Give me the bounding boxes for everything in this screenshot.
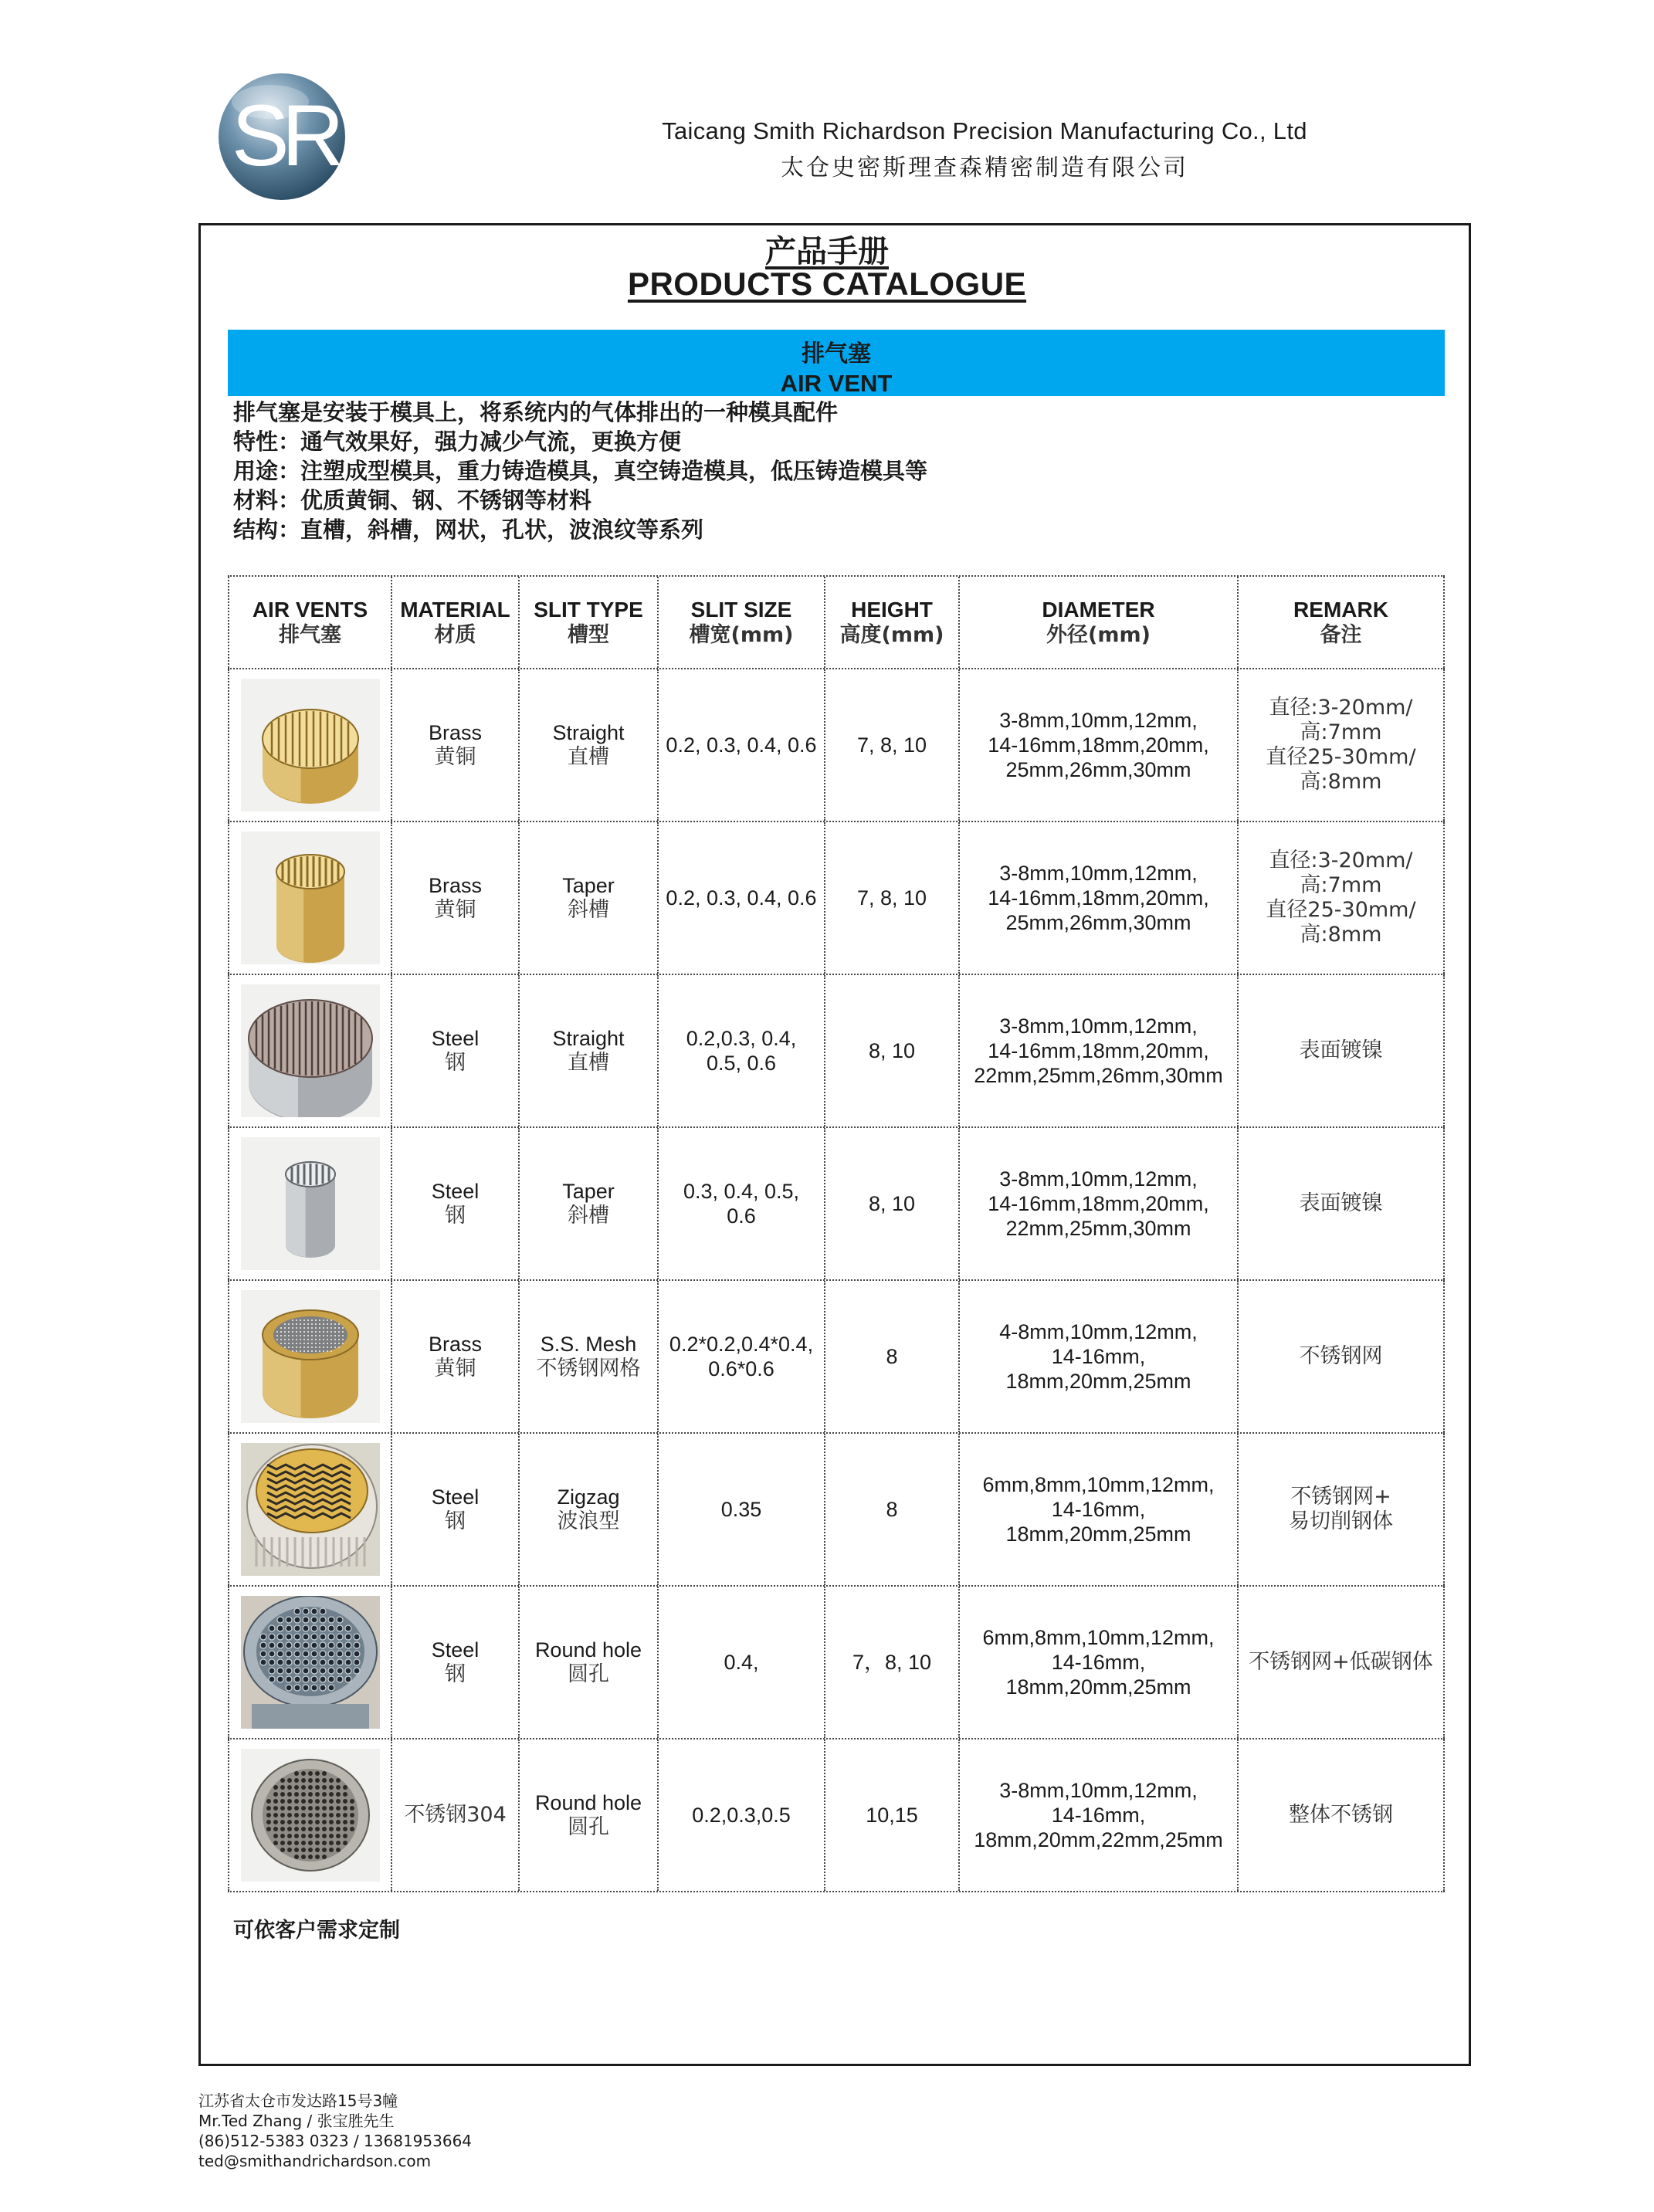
cell-diameter <box>958 1739 1237 1891</box>
cell-height <box>824 1434 958 1585</box>
height-value: 7, 8, 10 <box>856 733 927 757</box>
intro-line: 特性：通气效果好，强力减少气流，更换方便 <box>233 429 682 455</box>
header-en: SLIT TYPE <box>534 598 643 622</box>
table-row <box>228 1739 1445 1892</box>
slit-type-en: Round hole <box>534 1791 642 1814</box>
cell-image <box>228 975 391 1126</box>
steel-straight-slit-vent-image <box>241 984 380 1117</box>
table-row <box>228 1128 1445 1281</box>
height-value: 8 <box>886 1345 898 1368</box>
brass-straight-slit-vent-image <box>241 679 380 811</box>
diameter-line: 3-8mm,10mm,12mm, <box>999 1779 1198 1802</box>
header-en: MATERIAL <box>400 598 510 622</box>
header-en: AIR VENTS <box>252 598 368 622</box>
diameter-line: 14-16mm, <box>1051 1651 1146 1674</box>
diameter-line: 25mm,26mm,30mm <box>1005 758 1191 781</box>
cell-height <box>824 822 958 974</box>
intro-line: 排气塞是安装于模具上，将系统内的气体排出的一种模具配件 <box>233 399 839 425</box>
header-height <box>824 577 958 668</box>
remark-line: 高:8mm <box>1300 923 1382 947</box>
header-cn: 材质 <box>434 623 476 647</box>
remark-line: 高:7mm <box>1300 873 1382 897</box>
slit-type-en: Round hole <box>534 1638 642 1662</box>
remark-line: 表面镀镍 <box>1299 1191 1383 1215</box>
header-slit-type <box>518 577 657 668</box>
cell-slit-size <box>657 1434 824 1585</box>
cell-image <box>228 1128 391 1279</box>
diameter-line: 14-16mm, <box>1051 1345 1146 1368</box>
cell-height <box>824 669 958 821</box>
table-row <box>228 669 1445 822</box>
slit-type-en: Straight <box>552 721 625 744</box>
diameter-line: 14-16mm,18mm,20mm, <box>988 1039 1209 1062</box>
logo-text: SR <box>232 87 337 184</box>
diameter-line: 3-8mm,10mm,12mm, <box>999 1167 1198 1191</box>
intro-line: 结构：直槽，斜槽，网状，孔状，波浪纹等系列 <box>233 517 704 543</box>
diameter-line: 14-16mm,18mm,20mm, <box>988 1192 1209 1215</box>
remark-line: 表面镀镍 <box>1299 1038 1383 1062</box>
cell-diameter <box>958 822 1237 974</box>
material-cn: 钢 <box>445 1051 466 1075</box>
cell-slit-type <box>518 1281 657 1432</box>
cell-diameter <box>958 1434 1237 1585</box>
diameter-line: 6mm,8mm,10mm,12mm, <box>982 1626 1215 1649</box>
diameter-line: 18mm,20mm,25mm <box>1005 1523 1191 1546</box>
material-en: Steel <box>431 1638 480 1662</box>
cell-material <box>391 975 518 1126</box>
diameter-line: 22mm,25mm,26mm,30mm <box>974 1064 1223 1087</box>
brass-taper-slit-vent-image <box>241 832 380 964</box>
header-cn: 排气塞 <box>279 623 341 647</box>
steel-taper-slit-vent-image <box>241 1137 380 1270</box>
cell-slit-size <box>657 669 824 821</box>
cell-remark <box>1237 1739 1445 1891</box>
cell-height <box>824 1281 958 1432</box>
header-cn: 备注 <box>1320 623 1362 647</box>
height-value: 7，8, 10 <box>852 1651 932 1674</box>
cell-slit-type <box>518 1434 657 1585</box>
cell-remark <box>1237 975 1445 1126</box>
header-en: HEIGHT <box>851 598 933 622</box>
slit_size-line: 0.4, <box>724 1651 759 1674</box>
material-en: Brass <box>428 721 483 744</box>
table-header-row <box>228 575 1445 669</box>
remark-line: 直径:3-20mm/ <box>1269 696 1413 720</box>
remark-line: 不锈钢网+ <box>1290 1485 1391 1509</box>
diameter-line: 25mm,26mm,30mm <box>1005 911 1191 934</box>
diameter-line: 18mm,20mm,22mm,25mm <box>974 1828 1223 1851</box>
cell-height <box>824 1587 958 1738</box>
header-material <box>391 577 518 668</box>
cell-image <box>228 822 391 974</box>
slit-type-cn: 波浪型 <box>557 1509 620 1533</box>
cell-diameter <box>958 975 1237 1126</box>
header-cn: 外径(mm) <box>1046 623 1151 647</box>
table-row <box>228 1587 1445 1739</box>
diameter-line: 6mm,8mm,10mm,12mm, <box>982 1473 1215 1496</box>
slit_size-line: 0.2,0.3, 0.4, <box>686 1027 797 1050</box>
cell-slit-size <box>657 1128 824 1279</box>
diameter-line: 22mm,25mm,30mm <box>1005 1217 1191 1240</box>
material-cn: 黄铜 <box>434 745 476 769</box>
cell-slit-size <box>657 1587 824 1738</box>
cell-image <box>228 669 391 821</box>
slit_size-line: 0.35 <box>720 1498 762 1521</box>
material-en: Brass <box>428 1333 483 1356</box>
slit-type-en: Zigzag <box>557 1485 620 1509</box>
cell-image <box>228 1739 391 1891</box>
header-slit-size <box>657 577 824 668</box>
cell-diameter <box>958 669 1237 821</box>
stainless-round-hole-vent-image <box>241 1749 380 1882</box>
cell-material <box>391 822 518 974</box>
cell-slit-type <box>518 975 657 1126</box>
slit-type-en: Straight <box>552 1027 625 1050</box>
slit-type-cn: 直槽 <box>568 1051 609 1075</box>
section-title-en: AIR VENT <box>780 370 893 397</box>
diameter-line: 14-16mm, <box>1051 1804 1146 1827</box>
cell-height <box>824 975 958 1126</box>
diameter-line: 14-16mm,18mm,20mm, <box>988 886 1209 910</box>
diameter-line: 3-8mm,10mm,12mm, <box>999 709 1198 732</box>
company-name-en: Taicang Smith Richardson Precision Manufacturing Co., Ltd <box>662 117 1307 144</box>
material-cn: 不锈钢304 <box>404 1803 507 1827</box>
slit-type-cn: 斜槽 <box>568 1204 609 1228</box>
header-en: REMARK <box>1293 598 1388 622</box>
slit_size-line: 0.2, 0.3, 0.4, 0.6 <box>666 733 817 757</box>
cell-remark <box>1237 669 1445 821</box>
slit-type-en: S.S. Mesh <box>540 1333 637 1356</box>
table-row <box>228 975 1445 1128</box>
header-cn: 槽宽(mm) <box>689 623 794 647</box>
table-row <box>228 1281 1445 1434</box>
height-value: 8, 10 <box>868 1039 916 1062</box>
cell-slit-size <box>657 975 824 1126</box>
remark-line: 高:8mm <box>1300 770 1382 794</box>
header-en: SLIT SIZE <box>690 598 792 622</box>
slit-type-cn: 直槽 <box>568 745 609 769</box>
slit_size-line: 0.6 <box>727 1204 756 1228</box>
cell-diameter <box>958 1587 1237 1738</box>
cell-diameter <box>958 1281 1237 1432</box>
remark-line: 高:7mm <box>1300 720 1382 744</box>
contact-block <box>198 2091 472 2171</box>
company-name <box>463 117 1506 182</box>
material-cn: 钢 <box>445 1509 466 1533</box>
slit_size-line: 0.6*0.6 <box>708 1357 774 1380</box>
cell-height <box>824 1128 958 1279</box>
brass-mesh-vent-image <box>241 1290 380 1423</box>
slit_size-line: 0.5, 0.6 <box>706 1052 777 1075</box>
remark-line: 不锈钢网 <box>1299 1344 1383 1368</box>
cell-slit-type <box>518 822 657 974</box>
cell-remark <box>1237 1281 1445 1432</box>
cell-diameter <box>958 1128 1237 1279</box>
diameter-line: 18mm,20mm,25mm <box>1005 1370 1191 1393</box>
material-cn: 钢 <box>445 1662 466 1686</box>
cell-remark <box>1237 822 1445 974</box>
cell-material <box>391 1434 518 1585</box>
slit-type-cn: 圆孔 <box>568 1662 609 1686</box>
remark-line: 整体不锈钢 <box>1289 1803 1393 1827</box>
slit_size-line: 0.3, 0.4, 0.5, <box>683 1180 800 1203</box>
contact-phone: (86)512-5383 0323 / 13681953664 <box>198 2132 473 2150</box>
steel-round-hole-vent-image <box>241 1596 380 1729</box>
header-en: DIAMETER <box>1042 598 1155 622</box>
material-en: Brass <box>428 874 483 897</box>
header-diameter <box>958 577 1237 668</box>
header-cn: 高度(mm) <box>839 623 944 647</box>
slit-type-en: Taper <box>562 1180 615 1203</box>
height-value: 10,15 <box>866 1804 918 1827</box>
intro-line: 材料：优质黄铜、钢、不锈钢等材料 <box>233 487 592 513</box>
header-air-vents <box>228 577 391 668</box>
slit-type-cn: 斜槽 <box>568 898 609 922</box>
height-value: 7, 8, 10 <box>856 886 927 910</box>
catalogue-title-cn-text: 产品手册 <box>765 234 889 269</box>
header-cn: 槽型 <box>568 623 609 647</box>
cell-material <box>391 669 518 821</box>
remark-line: 直径:3-20mm/ <box>1269 849 1413 872</box>
customization-note: 可依客户需求定制 <box>233 1919 400 1943</box>
contact-person: Mr.Ted Zhang / 张宝胜先生 <box>198 2112 395 2130</box>
cell-material <box>391 1587 518 1738</box>
remark-line: 直径25-30mm/ <box>1266 745 1416 769</box>
company-name-cn: 太仓史密斯理查森精密制造有限公司 <box>781 154 1188 181</box>
cell-slit-type <box>518 669 657 821</box>
diameter-line: 3-8mm,10mm,12mm, <box>999 862 1198 885</box>
height-value: 8, 10 <box>868 1192 916 1215</box>
cell-height <box>824 1739 958 1891</box>
diameter-line: 14-16mm,18mm,20mm, <box>988 733 1209 757</box>
remark-line: 易切削钢体 <box>1289 1509 1393 1533</box>
contact-address: 江苏省太仓市发达路15号3幢 <box>198 2092 398 2110</box>
table-body <box>228 669 1445 1892</box>
cell-material <box>391 1739 518 1891</box>
diameter-line: 3-8mm,10mm,12mm, <box>999 1015 1198 1038</box>
catalogue-title-cn <box>0 227 1654 271</box>
cell-image <box>228 1434 391 1585</box>
table-row <box>228 822 1445 975</box>
catalogue-title-en-text: PRODUCTS CATALOGUE <box>627 266 1027 302</box>
slit_size-line: 0.2*0.2,0.4*0.4, <box>669 1333 814 1356</box>
cell-slit-type <box>518 1587 657 1738</box>
material-en: Steel <box>431 1485 480 1509</box>
cell-remark <box>1237 1434 1445 1585</box>
material-cn: 黄铜 <box>434 1357 476 1380</box>
diameter-line: 14-16mm, <box>1051 1498 1146 1521</box>
slit_size-line: 0.2, 0.3, 0.4, 0.6 <box>666 886 817 910</box>
section-band <box>228 330 1445 396</box>
catalogue-title-en <box>0 266 1654 303</box>
slit-type-en: Taper <box>562 874 615 897</box>
cell-slit-size <box>657 822 824 974</box>
cell-slit-type <box>518 1128 657 1279</box>
cell-material <box>391 1281 518 1432</box>
material-cn: 黄铜 <box>434 898 476 922</box>
cell-slit-size <box>657 1281 824 1432</box>
header-remark <box>1237 577 1445 668</box>
cell-slit-type <box>518 1739 657 1891</box>
height-value: 8 <box>886 1498 898 1521</box>
table-row <box>228 1434 1445 1587</box>
contact-email[interactable]: ted@smithandrichardson.com <box>198 2152 432 2170</box>
cell-remark <box>1237 1587 1445 1738</box>
cell-image <box>228 1281 391 1432</box>
section-title-cn: 排气塞 <box>802 340 871 368</box>
cell-image <box>228 1587 391 1738</box>
intro-text <box>233 398 1391 544</box>
material-en: Steel <box>431 1027 480 1050</box>
intro-line: 用途：注塑成型模具，重力铸造模具，真空铸造模具，低压铸造模具等 <box>233 458 928 484</box>
material-cn: 钢 <box>445 1204 466 1228</box>
cell-material <box>391 1128 518 1279</box>
diameter-line: 4-8mm,10mm,12mm, <box>999 1320 1198 1343</box>
remark-line: 直径25-30mm/ <box>1266 898 1416 922</box>
material-en: Steel <box>431 1180 480 1203</box>
slit-type-cn: 不锈钢网格 <box>536 1357 641 1380</box>
slit-type-cn: 圆孔 <box>568 1815 609 1839</box>
steel-zigzag-vent-image <box>241 1443 380 1576</box>
cell-remark <box>1237 1128 1445 1279</box>
diameter-line: 18mm,20mm,25mm <box>1005 1675 1191 1699</box>
cell-slit-size <box>657 1739 824 1891</box>
company-logo <box>216 71 347 202</box>
product-table <box>228 575 1445 1892</box>
slit_size-line: 0.2,0.3,0.5 <box>692 1804 791 1827</box>
remark-line: 不锈钢网+低碳钢体 <box>1249 1650 1433 1674</box>
